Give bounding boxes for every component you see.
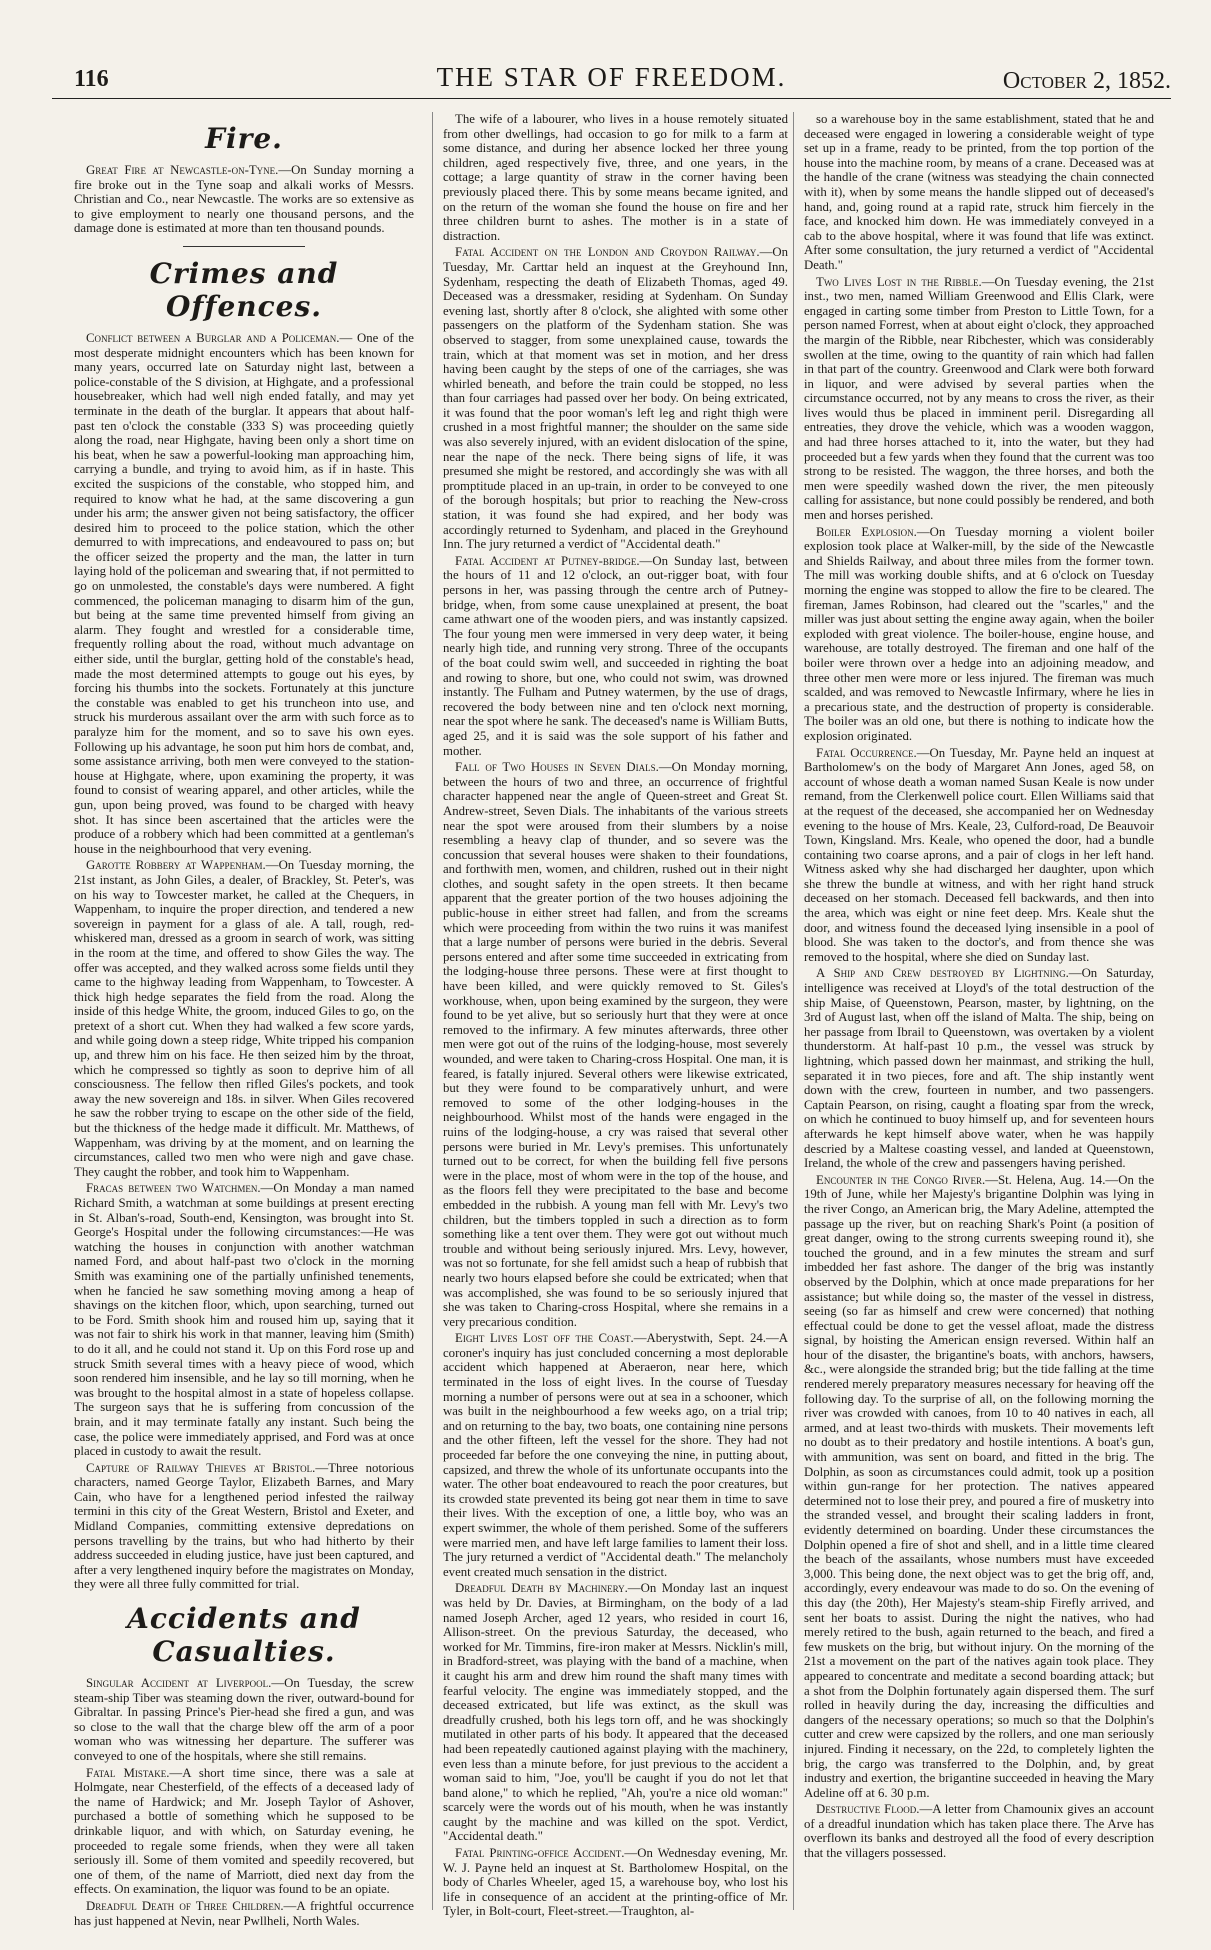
section-heading: Accidents and Casualties. — [127, 1602, 361, 1669]
article-headline: Destructive Flood. — [816, 1802, 920, 1817]
article-paragraph — [74, 331, 414, 856]
masthead — [52, 58, 1171, 99]
section-heading: Fire. — [205, 122, 283, 155]
article-body: The wife of a labourer, who lives in a house remotely situated from other dwellings, had occasion to go for milk to a farm at some distance, and during her absence locked her three young children, aged respectively five, three, and one years, in the cottage; a large quantity of straw in the corner having been previously placed there. This by some means became ignited, and on the return of the woman she found the house on fire and her three children burnt to ashes. The mother is in a state of distraction. — [443, 112, 788, 243]
article-body: —St. Helena, Aug. 14.—On the 19th of June, while her Majesty's brigantine Dolphin was lying in the river Congo, an American brig, the Mary Adeline, attempted the passage up the river, but on reaching Shark's Point (a position of great danger, owing to the strong currents sweeping round it), she touched the ground, and in a few minutes the stream and surf imbedded her fast ashore. The danger of the brig was instantly observed by the Dolphin, which at once made preparations for her assistance; but while doing so, the master of the vessel in distress, seeing (so far as himself and crew were concerned) that nothing effectual could be done to get the vessel afloat, made the distress signal, by hoisting the American ensign reversed. Within half an hour of the disaster, the brigantine's boats, with anchors, hawsers, &c., were alongside the stranded brig; but the tide falling at the time rendered merely preparatory measures necessary for heaving off the following day. To the surprise of all, on the following morning the river was crowded with canoes, from 10 to 40 natives in each, all armed, and at least two-thirds with muskets. Their movements left no doubt as to their predatory and hostile intentions. A boat's gun, with ammunition, was sent on board, and fitted in the brig. The Dolphin, as soon as circumstances could admit, took up a position within gun-range for her protection. The natives appeared determined not to lose their prey, and poured a fire of musketry into the stranded vessel, and brought their scaling ladders in front, evidently determined on boarding. Under these circumstances the Dolphin opened a fire of shot and shell, and in a little time cleared the beach of the assailants, whose numbers must have exceeded 3,000. This being done, the next object was to get the brig off, and, accordingly, every endeavour was made to do so. On the evening of this day (the 20th), Her Majesty's steam-ship Firefly arrived, and sent her boats to assist. During the night the natives, who had merely retired to the bush, again returned to the beach, and fired a few muskets on the brig, but without injury. On the morning of the 21st a movement on the part of the natives again took place. They appeared to concentrate and meditate a second boarding attack; but a shot from the Dolphin fortunately again dispersed them. The surf rolled in heavily during the day, increasing the difficulties and dangers of the necessary operations; so much so that the Dolphin's cutter and crew were capsized by the rollers, and one man seriously injured. Finding it necessary, on the 22d, to completely lighten the brig, the cargo was transferred to the Dolphin, and, by great industry and exertion, the brigantine succeeded in heaving the Mary Adeline off at 6. 30 p.m. — [804, 1172, 1154, 1800]
article-headline: Dreadful Death by Machinery. — [455, 1581, 628, 1596]
article-paragraph — [74, 1899, 414, 1928]
article-headline: Fatal Accident on the London and Croydon Railway. — [455, 245, 760, 260]
article-paragraph — [804, 525, 1154, 744]
article-paragraph — [443, 112, 788, 243]
article-headline: Capture of Railway Thieves at Bristol. — [86, 1460, 316, 1475]
article-paragraph — [74, 1766, 414, 1897]
article-paragraph — [443, 1581, 788, 1844]
article-body: so a warehouse boy in the same establishment, stated that he and deceased were engaged in lowering a considerable weight of type set up in a frame, ready to be printed, from the top portion of the house into the machine room, by means of a crane. Deceased was at the handle of the crane (witness was steadying the chain connected with it), when by some means the handle slipped out of deceased's hand, and, going round at a rapid rate, struck him fiercely in the face, and knocked him down. He was immediately conveyed in a cab to the above hospital, where it was found that life was extinct. After some consultation, the jury returned a verdict of "Accidental Death." — [804, 112, 1154, 272]
article-paragraph — [443, 1331, 788, 1579]
article-body: —On Tuesday evening, the 21st inst., two men, named William Greenwood and Ellis Clark, were engaged in carting some timber from Preston to Little Town, for a person named Forrest, when at about eight o'clock, they approached the margin of the Ribble, near Ribchester, which was considerably swollen at the time, owing to the quantity of rain which had fallen in that part of the country. Greenwood and Clark were both forward in liquor, and were advised by several parties when the circumstance occurred, not by any means to cross the river, as their lives would thus be placed in imminent peril. Disregarding all entreaties, they drove the vehicle, which was a wooden waggon, and had three horses attached to it, into the water, but they had proceeded but a few yards when they found that the current was too strong to be resisted. The waggon, the three horses, and both the men were speedily washed down the river, the men piteously calling for assistance, but none could possibly be rendered, and both men and horses perished. — [804, 274, 1154, 523]
article-paragraph — [804, 275, 1154, 523]
article-paragraph — [74, 1676, 414, 1764]
article-body: —On Monday a man named Richard Smith, a watchman at some buildings at present erecting in St. Alban's-road, South-end, Kensington, was brought into St. George's Hospital under the following circumstances:—He was watching the houses in conjunction with another watchman named Ford, and about half-past two o'clock in the morning Smith was examining one of the partially unfinished tenements, when he fancied he saw something moving among a heap of shavings on the kitchen floor, which, upon searching, turned out to be Ford. Smith shook him and roused him up, saying that it was not fair to shirk his work in that manner, leaving him (Smith) to do it all, and he could not stand it. Up on this Ford rose up and struck Smith several times with a heavy piece of wood, which soon rendered him insensible, and he lay so till morning, when he was brought to the hospital almost in a state of hopeless collapse. The surgeon says that he is suffering from concussion of the brain, and it may terminate fatally any instant. Such being the case, the police were immediately apprised, and Ford was at once placed in custody to await the result. — [74, 1181, 414, 1459]
article-body: —On Tuesday, Mr. Payne held an inquest at Bartholomew's on the body of Margaret Ann Jones, aged 58, on account of whose death a woman named Susan Keale is now under remand, from the Clerkenwell police court. Ellen Williams said that at the request of the deceased, she accompanied her on Wednesday evening to the house of Mrs. Keale, 23, Culford-road, De Beauvoir Town, Kingsland. Mrs. Keale, who opened the door, had a bundle containing two coarse aprons, and a pair of clogs in her left hand. Witness asked why she had discharged her daughter, upon which she threw the bundle at witness, and with her right hand struck deceased on her stomach. Deceased fell backwards, and then into the area, which was eight or nine feet deep. Mrs. Keale shut the door, and witness found the deceased lying insensible in a pool of blood. She was taken to the doctor's, and from thence she was removed to the hospital, where she died on Sunday last. — [804, 745, 1154, 964]
article-paragraph — [74, 1461, 414, 1592]
article-headline: Boiler Explosion. — [816, 524, 917, 539]
article-body: —On Monday last an inquest was held by Dr. Davies, at Birmingham, on the body of a lad named Joseph Archer, aged 12 years, who resided in court 16, Allison-street. On the previous Saturday, the deceased, who worked for Mr. Timmins, fire-iron maker at Messrs. Nicklin's mill, in Bradford-street, was playing with the band of a machine, when it caught his arm and drew him round the shaft many times with fearful velocity. The engine was immediately stopped, and the deceased extricated, but life was extinct, as the skull was dreadfully crushed, both his legs torn off, and he was shockingly mutilated in other parts of his body. It appeared that the deceased had been repeatedly cautioned against playing with the machinery, even less than a minute before, for just previous to the accident a woman said to him, "Joe, you'll be caught if you do not let that band alone," to which he replied, "Ah, you're a nice old woman:" scarcely were the words out of his mouth, when he was instantly caught by the machine and was killed on the spot. Verdict, "Accidental death." — [443, 1581, 788, 1844]
article-paragraph — [804, 1173, 1154, 1801]
article-headline: Conflict between a Burglar and a Policeman. — [86, 330, 340, 345]
article-paragraph — [74, 1181, 414, 1458]
article-paragraph — [443, 554, 788, 758]
article-body: — One of the most desperate midnight encounters which has been known for many years, occurred late on Saturday night last, between a police-constable of the S division, at Highgate, and a professional housebreaker, which had well nigh ended fatally, and may yet terminate in the death of the burglar. It appears that about half-past ten o'clock the constable (333 S) was proceeding quietly along the road, near Highgate, having been only a short time on his beat, when he saw a powerful-looking man approaching him, carrying a bundle, and trying to avoid him, as if in haste. This excited the suspicions of the constable, who stopped him, and required to know what he had, at the same discovering a gun under his arm; the answer given not being satisfactory, the officer desired him to proceed to the police station, which the other demurred to with imprecations, and endeavoured to pass on; but the officer seized the property and the man, the latter in turn laying hold of the policeman and swearing that, if not permitted to go on unmolested, the constable's days were numbered. A fight commenced, the policeman managing to disarm him of the gun, but being at the same time prevented himself from giving an alarm. They fought and wrestled for a considerable time, frequently rolling about the road, without much advantage on either side, until the burglar, getting hold of the constable's head, made the most determined attempts to gouge out his eyes, by forcing his thumbs into the sockets. Fortunately at this juncture the constable was enabled to get his truncheon into use, and struck his murderous assailant over the arm with such force as to paralyze him for the moment, and so to save his own eyes. Following up his advantage, he soon put him hors de combat, and, some assistance arriving, both men were conveyed to the station-house at Highgate, where, upon examining the property, it was found to consist of wearing apparel, and other articles, while the gun, upon being proved, was found to be charged with heavy shot. It has since been ascertained that the articles were the produce of a robbery which had been committed at a gentleman's house in the neighbourhood that very evening. — [74, 330, 414, 856]
newspaper-title: THE STAR OF FREEDOM. — [436, 62, 787, 92]
article-headline: Great Fire at Newcastle-on-Tyne. — [86, 163, 279, 177]
column-3 — [793, 112, 1154, 1910]
article-body: —On Tuesday, Mr. Carttar held an inquest at the Greyhound Inn, Sydenham, respecting the death of Elizabeth Thomas, aged 49. Deceased was a dressmaker, residing at Sydenham. On Sunday evening last, shortly after 8 o'clock, she alighted with some other passengers on the platform of the Sydenham station. She was observed to stagger, from some unexplained cause, towards the train, which at that moment was set in motion, and her dress having been caught by the steps of one of the carriages, she was whirled beneath, and before the train could be stopped, no less than four carriages had passed over her body. On being extricated, it was found that the poor woman's left leg and right thigh were crushed in a most frightful manner; the shoulder on the same side was also severely injured, with an evident dislocation of the spine, near the nape of the neck. There being signs of life, it was presumed she might be restored, and accordingly she was with all promptitude placed in an up-train, in order to be conveyed to one of the borough hospitals; but prior to reaching the New-cross station, it was found she had expired, and her body was accordingly returned to Sydenham, and placed in the Greyhound Inn. The jury returned a verdict of "Accidental death." — [443, 245, 788, 552]
column-1 — [74, 112, 414, 1928]
column-2 — [432, 112, 789, 1919]
article-body: —On Tuesday, the screw steam-ship Tiber was steaming down the river, outward-bound for Gibraltar. In passing Prince's Pier-head she fired a gun, and was so close to the wall that the charge blew off the arm of a poor woman who was witnessing her departure. The sufferer was conveyed to one of the hospitals, where she still remains. — [74, 1676, 414, 1763]
article-headline: Dreadful Death of Three Children. — [86, 1898, 284, 1913]
article-paragraph — [443, 1846, 788, 1919]
article-body: —A frightful occurrence has just happened at Nevin, near Pwllheli, North Wales. — [74, 1898, 414, 1928]
article-body: —On Monday morning, between the hours of two and three, an occurrence of frightful character happened near the angle of Queen-street and Great St. Andrew-street, Seven Dials. The inhabitants of the various streets near the spot were aroused from their slumbers by a noise resembling a heavy clap of thunder, and so severe was the concussion that several houses were shaken to their foundations, and forthwith men, women, and children, rushed out in their night clothes, and sought safety in the open streets. It then became apparent that the greater portion of the two houses adjoining the public-house in either street had fallen, and from the screams which were proceeding from within the two ruins it was manifest that a large number of persons were buried in the debris. Several persons entered and after some time succeeded in extricating from the lodging-house three persons. These were at first thought to have been killed, and were quickly removed to St. Giles's workhouse, when, upon being examined by the surgeon, they were found to be yet alive, but so seriously hurt that they were at once removed to the infirmary. A few minutes afterwards, three other men were got out of the ruins of the lodging-house, most severely wounded, and were taken to Charing-cross Hospital. One man, it is feared, is fatally injured. Several others were likewise extricated, but they were found to be comparatively unhurt, and were removed to some of the other lodging-houses in the neighbourhood. Whilst most of the hands were engaged in the ruins of the lodging-house, a cry was raised that several other persons were buried in Mr. Levy's premises. This unfortunately turned out to be correct, for when the building fell five persons were in the place, most of whom were in the top of the house, and as the floors fell they were precipitated to the base and become embedded in the rubbish. A young man fell with Mr. Levy's two children, but the timbers toppled in such a direction as to form something like a tent over them. They were got out without much trouble and without being seriously injured. Mrs. Levy, however, was not so fortunate, for she fell amidst such a heap of rubbish that nearly two hours elapsed before she could be extricated; when that was accomplished, she was found to be so seriously injured that she was taken to Charing-cross Hospital, where she remains in a very precarious condition. — [443, 760, 788, 1329]
article-headline: Garotte Robbery at Wappenham. — [86, 858, 266, 873]
article-body: —Aberystwith, Sept. 24.—A coroner's inquiry has just concluded concerning a most deplorable accident which happened at Aberaeron, near here, which terminated in the loss of eight lives. In the course of Tuesday morning a number of persons were out at sea in a schooner, which was built in the neighbourhood a few weeks ago, on a trial trip; and on returning to the bay, two boats, one containing nine persons and the other fifteen, left the vessel for the shore. They had not proceeded far before the one conveying the nine, in putting about, capsized, and threw the whole of its unfortunate occupants into the water. The other boat endeavoured to reach the poor creatures, but its crowded state prevented its being got near them in time to save their lives. With the exception of one, a little boy, who was an expert swimmer, the whole of them perished. Some of the sufferers were married men, and have left large families to lament their loss. The jury returned a verdict of "Accidental death." The melancholy event created much sensation in the district. — [443, 1331, 788, 1579]
page-number: 116 — [74, 66, 109, 92]
article-headline: Fall of Two Houses in Seven Dials. — [455, 760, 659, 775]
section-heading: Crimes and Offences. — [149, 256, 339, 323]
article-paragraph — [74, 858, 414, 1179]
article-headline: Eight Lives Lost off the Coast. — [455, 1331, 634, 1346]
article-body: —Three notorious characters, named George Taylor, Elizabeth Barnes, and Mary Cain, who have for a lengthened period infested the railway termini in this city of the Great Western, Bristol and Exeter, and Midland Companies, committing extensive depredations on persons travelling by the trains, but who had hitherto by their address succeeded in eluding justice, have just been captured, and after a very lengthened inquiry before the magistrates on Monday, they were all three fully committed for trial. — [74, 1460, 414, 1592]
article-headline: Fatal Accident at Putney-bridge. — [455, 553, 640, 568]
article-body: —On Tuesday morning, the 21st instant, as John Giles, a dealer, of Brackley, St. Peter's, was on his way to Towcester market, he called at the Chequers, in Wappenham, to inquire the proper direction, and tendered a new sovereign in payment for a glass of ale. A tall, rough, red-whiskered man, dressed as a groom in search of work, was sitting in the room at the time, and offered to show Giles the way. The offer was accepted, and they walked across some fields until they came to the highway leading from Wappenham, to Towcester. A thick high hedge separates the field from the road. Along the inside of this hedge White, the groom, induced Giles to go, on the pretext of a short cut. When they had walked a few score yards, and while going down a steep ridge, White tripped his companion up, and threw him on his face. He then seized him by the throat, which he compressed so tightly as soon to deprive him of all consciousness. The fellow then rifled Giles's pockets, and took away the new sovereign and 18s. in silver. When Giles recovered he saw the robber trying to escape on the other side of the field, but the thickness of the hedge made it difficult. Mr. Matthews, of Wappenham, was driving by at the moment, and on learning the circumstances, called two men who were nigh and gave chase. They caught the robber, and took him to Wappenham. — [74, 858, 414, 1179]
article-paragraph — [804, 1802, 1154, 1860]
article-headline: A Ship and Crew destroyed by Lightning. — [816, 966, 1069, 981]
article-body: —On Wednesday evening, Mr. W. J. Payne held an inquest at St. Bartholomew Hospital, on the body of Charles Wheeler, aged 15, a warehouse boy, who lost his life in consequence of an accident at the printing-office of Mr. Tyler, in Bolt-court, Fleet-street.—Traughton, al- — [443, 1846, 789, 1919]
article-body: —A letter from Chamounix gives an account of a dreadful inundation which has taken place there. The Arve has overflown its banks and destroyed all the food of every description that the villagers possessed. — [804, 1802, 1154, 1861]
article-paragraph — [804, 746, 1154, 965]
article-paragraph — [443, 245, 788, 551]
article-headline: Encounter in the Congo River. — [816, 1172, 986, 1187]
article-headline: Two Lives Lost in the Ribble. — [816, 274, 982, 289]
article-body: —On Tuesday morning a violent boiler explosion took place at Walker-mill, by the side of the Newcastle and Shields Railway, and about three miles from the former town. The mill was working double shifts, and at 6 o'clock on Tuesday morning the engine was stopped to allow the fire to be cleared. The fireman, James Robinson, had cleared out the "scarles," and the miller was just about setting the engine away again, when the boiler exploded with great violence. The boiler-house, engine house, and warehouse, are totally destroyed. The fireman and one half of the boiler were thrown over a hedge into an adjoining meadow, and three other men were more or less injured. The fireman was much scalded, and was removed to Newcastle Infirmary, where he lies in a precarious state, and the destruction of property is considerable. The boiler was an old one, but there is nothing to indicate how the explosion originated. — [804, 524, 1154, 743]
article-headline: Fatal Mistake. — [86, 1765, 170, 1780]
article-headline: Fracas between two Watchmen. — [86, 1181, 261, 1196]
article-headline: Singular Accident at Liverpool. — [86, 1676, 272, 1691]
section-divider — [183, 246, 305, 247]
article-headline: Fatal Printing-office Accident. — [455, 1846, 625, 1861]
article-paragraph — [804, 966, 1154, 1170]
article-body: —On Saturday, intelligence was received at Lloyd's of the total destruction of the ship Maise, of Queenstown, Pearson, master, by lightning, on the 3rd of August last, when off the island of Malta. The ship, being on her passage from Ibrail to Queenstown, was overtaken by a violent thunderstorm. At half-past 10 p.m., the vessel was struck by lightning, which passed down her mainmast, and striking the hull, separated it in two pieces, fore and aft. The ship instantly went down with the crew, fourteen in number, and two passengers. Captain Pearson, on rising, caught a floating spar from the wreck, on which he continued to buoy himself up, and for seventeen hours afterwards he kept himself above water, when he was happily descried by a Maltese coasting vessel, and landed at Queenstown, Ireland, the whole of the crew and passengers having perished. — [804, 966, 1154, 1171]
article-paragraph — [443, 760, 788, 1329]
issue-date: October 2, 1852. — [1002, 68, 1171, 94]
article-body: —A short time since, there was a sale at Holmgate, near Chesterfield, of the effects of a deceased lady of the name of Hardwick; and Mr. Joseph Taylor of Ashover, purchased a bottle of something which he supposed to be drinkable liquor, and with which, on Saturday evening, he proceeded to regale some friends, when they were all taken seriously ill. Some of them vomited and speedily recovered, but one of them, of the name of Marriott, died next day from the effects. On examination, the liquor was found to be an opiate. — [74, 1765, 414, 1897]
article-body: —On Sunday morning a fire broke out in the Tyne soap and alkali works of Messrs. Christian and Co., near Newcastle. The works are so extensive as to give employment to nearly one thousand persons, and the damage done is estimated at more than ten thousand pounds. — [74, 163, 414, 236]
article-headline: Fatal Occurrence. — [816, 745, 917, 760]
article-paragraph — [74, 163, 414, 236]
article-paragraph — [804, 112, 1154, 273]
article-body: —On Sunday last, between the hours of 11 and 12 o'clock, an out-rigger boat, with four persons in her, was passing through the centre arch of Putney-bridge, when, from some cause unexplained at present, the boat came athwart one of the wooden piers, and was instantly capsized. The four young men were immersed in very deep water, it being nearly high tide, and running very strong. Three of the occupants of the boat could swim well, and succeeded in righting the boat and rowing to shore, but one, who could not swim, was drowned instantly. The Fulham and Putney watermen, by the use of drags, recovered the body between nine and ten o'clock next morning, near the spot where he sank. The deceased's name is William Butts, aged 25, and it is said was the sole support of his father and mother. — [443, 553, 788, 758]
